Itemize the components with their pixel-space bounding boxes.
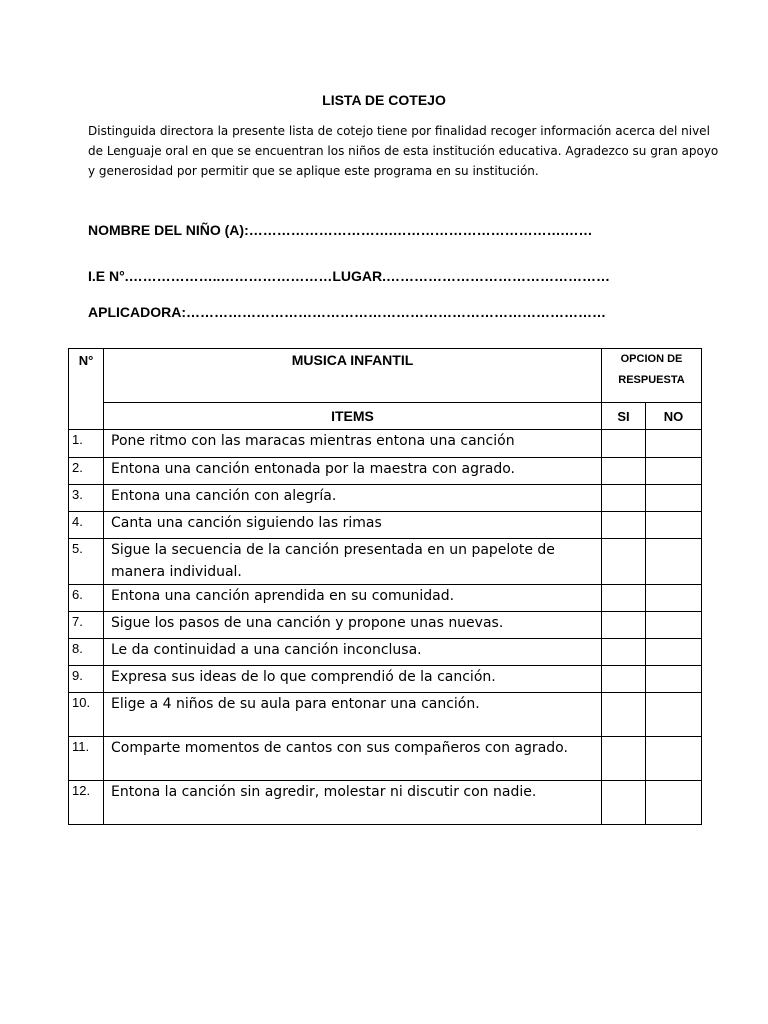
si-checkbox-cell[interactable] — [602, 539, 646, 585]
si-checkbox-cell[interactable] — [602, 585, 646, 612]
child-name-field: NOMBRE DEL NIÑO (A):………………………….……………………………….…… — [88, 222, 593, 238]
section-title: MUSICA INFANTIL — [104, 349, 602, 403]
school-place-field: I.E N°.………………..……………………LUGAR.………………………………………… — [88, 268, 611, 284]
si-checkbox-cell[interactable] — [602, 512, 646, 539]
item-number: 1. — [69, 430, 104, 458]
si-checkbox-cell[interactable] — [602, 430, 646, 458]
item-text: Entona una canción aprendida en su comunidad. — [104, 585, 602, 612]
document-title: LISTA DE COTEJO — [322, 92, 446, 108]
response-option-header: OPCION DE RESPUESTA — [602, 349, 702, 403]
item-text: Comparte momentos de cantos con sus compañeros con agrado. — [104, 737, 602, 781]
item-text: Entona una canción con alegría. — [104, 485, 602, 512]
items-header: ITEMS — [104, 403, 602, 430]
item-number: 10. — [69, 693, 104, 737]
item-number: 8. — [69, 639, 104, 666]
no-checkbox-cell[interactable] — [646, 612, 702, 639]
no-checkbox-cell[interactable] — [646, 512, 702, 539]
si-checkbox-cell[interactable] — [602, 737, 646, 781]
no-checkbox-cell[interactable] — [646, 781, 702, 825]
item-text: Pone ritmo con las maracas mientras entona una canción — [104, 430, 602, 458]
table-row — [69, 612, 702, 639]
si-header: SI — [602, 403, 646, 430]
intro-paragraph: Distinguida directora la presente lista de cotejo tiene por finalidad recoger información acerca del nivel de Lenguaje oral en que se encuentran los niños de esta institución educativa. Agradezco su gran apoyo y generosidad por permitir que se aplique este programa en su institución. — [88, 124, 719, 178]
no-checkbox-cell[interactable] — [646, 485, 702, 512]
si-checkbox-cell[interactable] — [602, 666, 646, 693]
item-number: 3. — [69, 485, 104, 512]
no-checkbox-cell[interactable] — [646, 585, 702, 612]
item-text: Canta una canción siguiendo las rimas — [104, 512, 602, 539]
item-number: 12. — [69, 781, 104, 825]
applicator-field: APLICADORA:……………………………………………………………………………… — [88, 304, 606, 320]
si-checkbox-cell[interactable] — [602, 485, 646, 512]
table-row — [69, 585, 702, 612]
checklist-table — [68, 348, 702, 825]
item-text: Elige a 4 niños de su aula para entonar una canción. — [104, 693, 602, 737]
table-row — [69, 539, 702, 585]
table-row — [69, 639, 702, 666]
item-number: 9. — [69, 666, 104, 693]
table-row — [69, 737, 702, 781]
no-checkbox-cell[interactable] — [646, 539, 702, 585]
item-text: Entona la canción sin agredir, molestar ni discutir con nadie. — [104, 781, 602, 825]
item-number: 2. — [69, 458, 104, 485]
item-text: Sigue la secuencia de la canción presentada en un papelote de manera individual. — [104, 539, 602, 585]
table-row — [69, 666, 702, 693]
item-text: Expresa sus ideas de lo que comprendió de la canción. — [104, 666, 602, 693]
item-text: Le da continuidad a una canción inconclusa. — [104, 639, 602, 666]
si-checkbox-cell[interactable] — [602, 639, 646, 666]
no-checkbox-cell[interactable] — [646, 639, 702, 666]
item-number: 4. — [69, 512, 104, 539]
item-number: 7. — [69, 612, 104, 639]
item-number: 5. — [69, 539, 104, 585]
table-row — [69, 781, 702, 825]
item-text: Entona una canción entonada por la maestra con agrado. — [104, 458, 602, 485]
no-checkbox-cell[interactable] — [646, 693, 702, 737]
table-row — [69, 430, 702, 458]
item-text: Sigue los pasos de una canción y propone unas nuevas. — [104, 612, 602, 639]
si-checkbox-cell[interactable] — [602, 693, 646, 737]
no-checkbox-cell[interactable] — [646, 430, 702, 458]
si-checkbox-cell[interactable] — [602, 781, 646, 825]
table-row — [69, 693, 702, 737]
no-checkbox-cell[interactable] — [646, 458, 702, 485]
table-row — [69, 458, 702, 485]
si-checkbox-cell[interactable] — [602, 612, 646, 639]
item-number: 11. — [69, 737, 104, 781]
table-row — [69, 512, 702, 539]
no-checkbox-cell[interactable] — [646, 737, 702, 781]
number-column-header: N° — [69, 349, 104, 430]
no-checkbox-cell[interactable] — [646, 666, 702, 693]
item-number: 6. — [69, 585, 104, 612]
table-row — [69, 485, 702, 512]
no-header: NO — [646, 403, 702, 430]
si-checkbox-cell[interactable] — [602, 458, 646, 485]
